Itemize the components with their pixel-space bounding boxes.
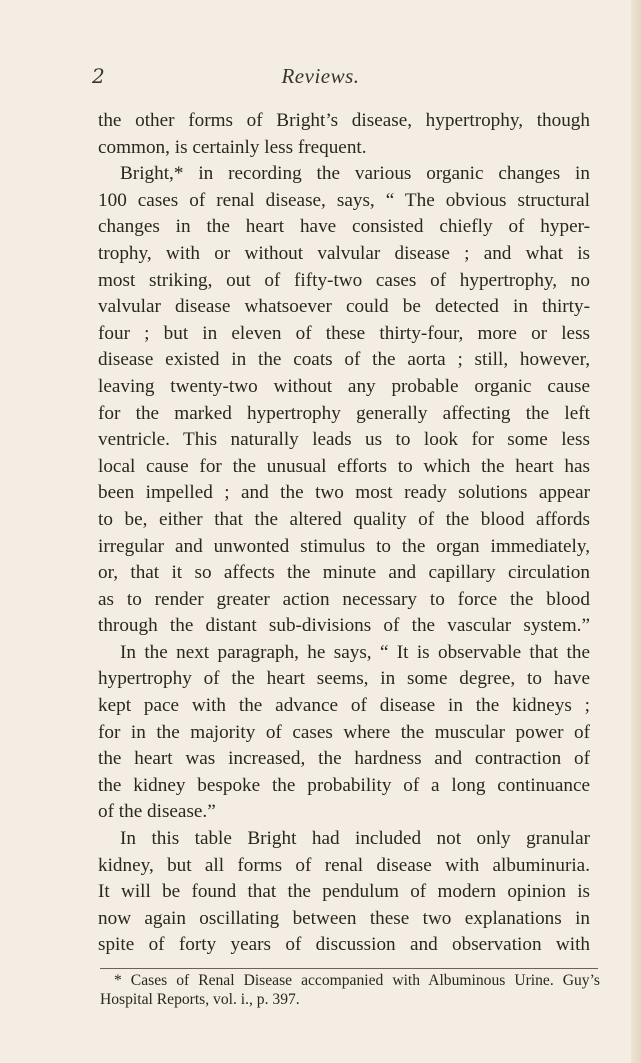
text-line: to be, either that the altered quality of the blood affords xyxy=(98,508,590,530)
footnote-line: Hospital Reports, vol. i., p. 397. xyxy=(100,990,300,1008)
running-head: Reviews. xyxy=(281,64,360,88)
text-line: or, that it so affects the minute and capillary circulation xyxy=(98,562,590,584)
text-line: most striking, out of fifty-two cases of hypertrophy, no xyxy=(98,269,590,291)
text-line: In this table Bright had included not only granular xyxy=(120,828,590,850)
page-header xyxy=(0,64,641,94)
text-line: hypertrophy of the heart seems, in some degree, to have xyxy=(98,668,590,690)
text-line: of the disease.” xyxy=(98,801,216,823)
text-line: In the next paragraph, he says, “ It is observable that the xyxy=(120,641,590,663)
footnote-divider xyxy=(100,968,598,969)
text-line: the kidney bespoke the probability of a long continuance xyxy=(98,774,590,796)
text-line: as to render greater action necessary to force the blood xyxy=(98,588,590,610)
text-line: Bright,* in recording the various organic changes in xyxy=(120,163,590,185)
footnote-line: * Cases of Renal Disease accompanied with Albuminous Urine. Guy’s xyxy=(114,972,600,989)
text-line: kept pace with the advance of disease in the kidneys ; xyxy=(98,695,590,717)
text-line: It will be found that the pendulum of modern opinion is xyxy=(98,881,590,903)
text-line: for the marked hypertrophy generally affecting the left xyxy=(98,402,590,424)
text-line: 100 cases of renal disease, says, “ The obvious structural xyxy=(98,189,590,211)
text-line: four ; but in eleven of these thirty-four, more or less xyxy=(98,322,590,344)
text-line: irregular and unwonted stimulus to the organ immediately, xyxy=(98,535,590,557)
text-line: spite of forty years of discussion and observation with xyxy=(98,934,590,956)
page-number: 2 xyxy=(92,64,105,88)
text-line: kidney, but all forms of renal disease with albuminuria. xyxy=(98,854,590,876)
text-line: common, is certainly less frequent. xyxy=(98,136,367,158)
text-line: leaving twenty-two without any probable organic cause xyxy=(98,375,590,397)
text-line: now again oscillating between these two explanations in xyxy=(98,907,590,929)
text-line: through the distant sub-divisions of the vascular system.” xyxy=(98,615,590,637)
text-line: the other forms of Bright’s disease, hypertrophy, though xyxy=(98,110,590,131)
body-text xyxy=(98,108,590,959)
page-edge xyxy=(631,0,641,1063)
footnote xyxy=(100,972,600,1009)
text-line: ventricle. This naturally leads us to look for some less xyxy=(98,429,590,451)
text-line: been impelled ; and the two most ready solutions appear xyxy=(98,482,590,504)
text-line: disease existed in the coats of the aorta ; still, however, xyxy=(98,349,590,371)
text-line: local cause for the unusual efforts to which the heart has xyxy=(98,455,590,477)
text-line: the heart was increased, the hardness and contraction of xyxy=(98,748,590,770)
text-line: for in the majority of cases where the muscular power of xyxy=(98,721,590,743)
text-line: trophy, with or without valvular disease ; and what is xyxy=(98,242,590,264)
text-line: changes in the heart have consisted chiefly of hyper- xyxy=(98,216,590,238)
text-line: valvular disease whatsoever could be detected in thirty- xyxy=(98,296,590,318)
